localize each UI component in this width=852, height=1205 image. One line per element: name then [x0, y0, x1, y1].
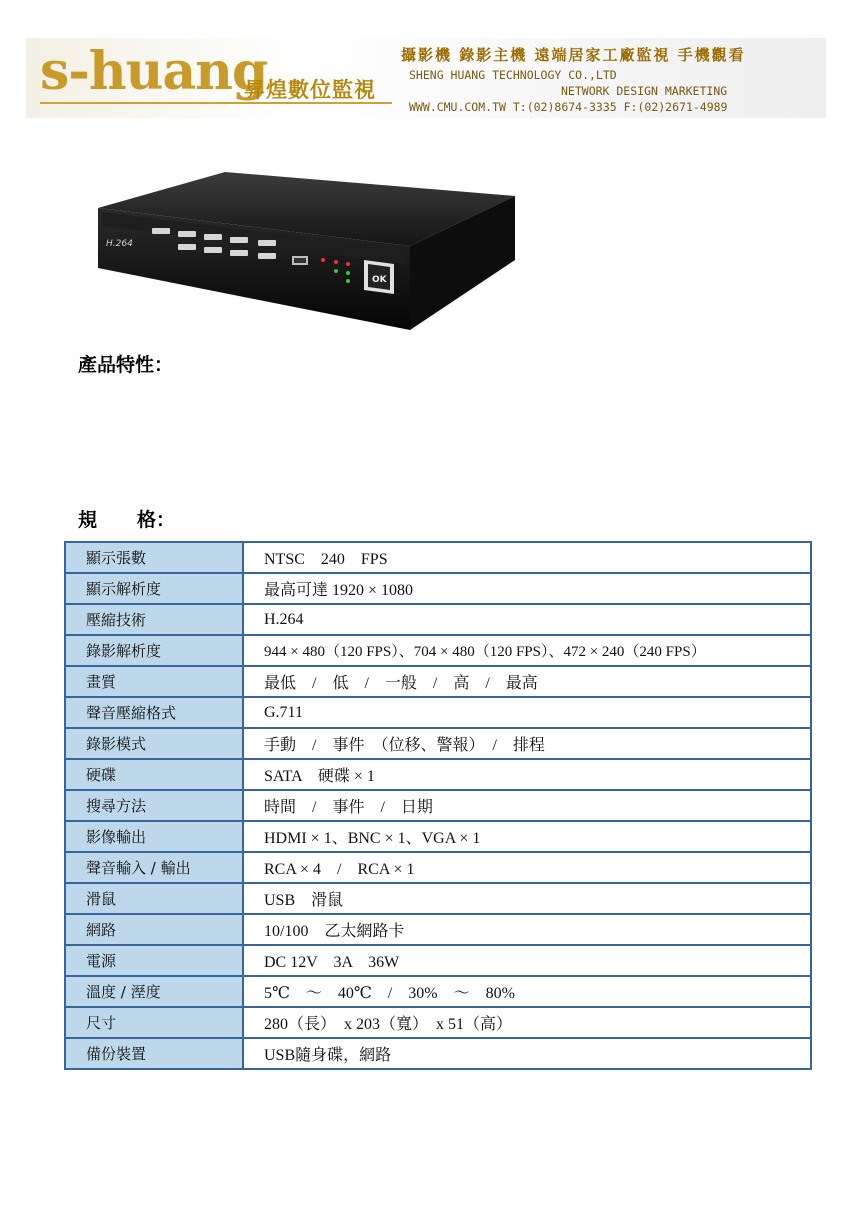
spec-key: 顯示張數	[65, 542, 243, 573]
table-row	[65, 1007, 811, 1038]
spec-value: 時間 / 事件 / 日期	[243, 790, 811, 821]
spec-value: USB隨身碟，網路	[243, 1038, 811, 1069]
header-banner	[26, 38, 826, 118]
spec-key: 硬碟	[65, 759, 243, 790]
spec-key: 聲音壓縮格式	[65, 697, 243, 728]
spec-value: HDMI × 1、BNC × 1、VGA × 1	[243, 821, 811, 852]
spec-value: 10/100 乙太網路卡	[243, 914, 811, 945]
spec-key: 聲音輸入 / 輸出	[65, 852, 243, 883]
spec-value: NTSC 240 FPS	[243, 542, 811, 573]
table-row	[65, 790, 811, 821]
spec-value: RCA × 4 / RCA × 1	[243, 852, 811, 883]
table-row	[65, 573, 811, 604]
table-row	[65, 697, 811, 728]
ok-button-label: OK	[372, 275, 387, 285]
logo-underline	[40, 102, 392, 104]
spec-key: 尺寸	[65, 1007, 243, 1038]
banner-network-line: NETWORK DESIGN MARKETING	[561, 84, 728, 98]
company-logo-chinese: 昇煌數位監視	[244, 78, 376, 102]
spec-key: 電源	[65, 945, 243, 976]
spec-key: 壓縮技術	[65, 604, 243, 635]
spec-key: 溫度 / 溼度	[65, 976, 243, 1007]
spec-heading-part-2: 格：	[137, 509, 176, 531]
spec-key: 網路	[65, 914, 243, 945]
spec-value: 手動 / 事件 （位移、警報） / 排程	[243, 728, 811, 759]
banner-contact-line: WWW.CMU.COM.TW T:(02)8674-3335 F:(02)2671-4989	[409, 100, 728, 114]
table-row	[65, 945, 811, 976]
spec-value: H.264	[243, 604, 811, 635]
spec-key: 錄影模式	[65, 728, 243, 759]
spec-key: 備份裝置	[65, 1038, 243, 1069]
table-row	[65, 1038, 811, 1069]
table-row	[65, 852, 811, 883]
spec-value: G.711	[243, 697, 811, 728]
banner-slogan: 攝影機 錄影主機 遠端居家工廠監視 手機觀看	[401, 46, 746, 64]
spec-value: 最低 / 低 / 一般 / 高 / 最高	[243, 666, 811, 697]
spec-key: 滑鼠	[65, 883, 243, 914]
spec-key: 顯示解析度	[65, 573, 243, 604]
spec-value: USB 滑鼠	[243, 883, 811, 914]
table-row	[65, 666, 811, 697]
features-heading: 產品特性：	[78, 354, 174, 376]
spec-key: 影像輸出	[65, 821, 243, 852]
table-row	[65, 759, 811, 790]
banner-company-name: SHENG HUANG TECHNOLOGY CO.,LTD	[409, 68, 617, 82]
table-row	[65, 604, 811, 635]
spec-heading-part-1: 規	[78, 509, 98, 531]
product-brand-label: H.264	[106, 239, 133, 249]
spec-key: 錄影解析度	[65, 635, 243, 666]
spec-value: 5℃ ～ 40℃ / 30% ～ 80%	[243, 976, 811, 1007]
table-row	[65, 914, 811, 945]
spec-value: 944 × 480（120 FPS）、704 × 480（120 FPS）、472 × 240（240 FPS）	[243, 635, 811, 666]
spec-table	[64, 541, 812, 1070]
company-logo: s-huang	[40, 41, 268, 102]
table-row	[65, 821, 811, 852]
spec-value: DC 12V 3A 36W	[243, 945, 811, 976]
table-row	[65, 728, 811, 759]
table-row	[65, 542, 811, 573]
dvr-product-image	[80, 168, 520, 338]
table-row	[65, 883, 811, 914]
table-row	[65, 976, 811, 1007]
spec-key: 畫質	[65, 666, 243, 697]
spec-value: SATA 硬碟 × 1	[243, 759, 811, 790]
spec-key: 搜尋方法	[65, 790, 243, 821]
spec-heading	[78, 505, 175, 532]
spec-value: 280（長） x 203（寬） x 51（高）	[243, 1007, 811, 1038]
spec-value: 最高可達 1920 × 1080	[243, 573, 811, 604]
table-row	[65, 635, 811, 666]
